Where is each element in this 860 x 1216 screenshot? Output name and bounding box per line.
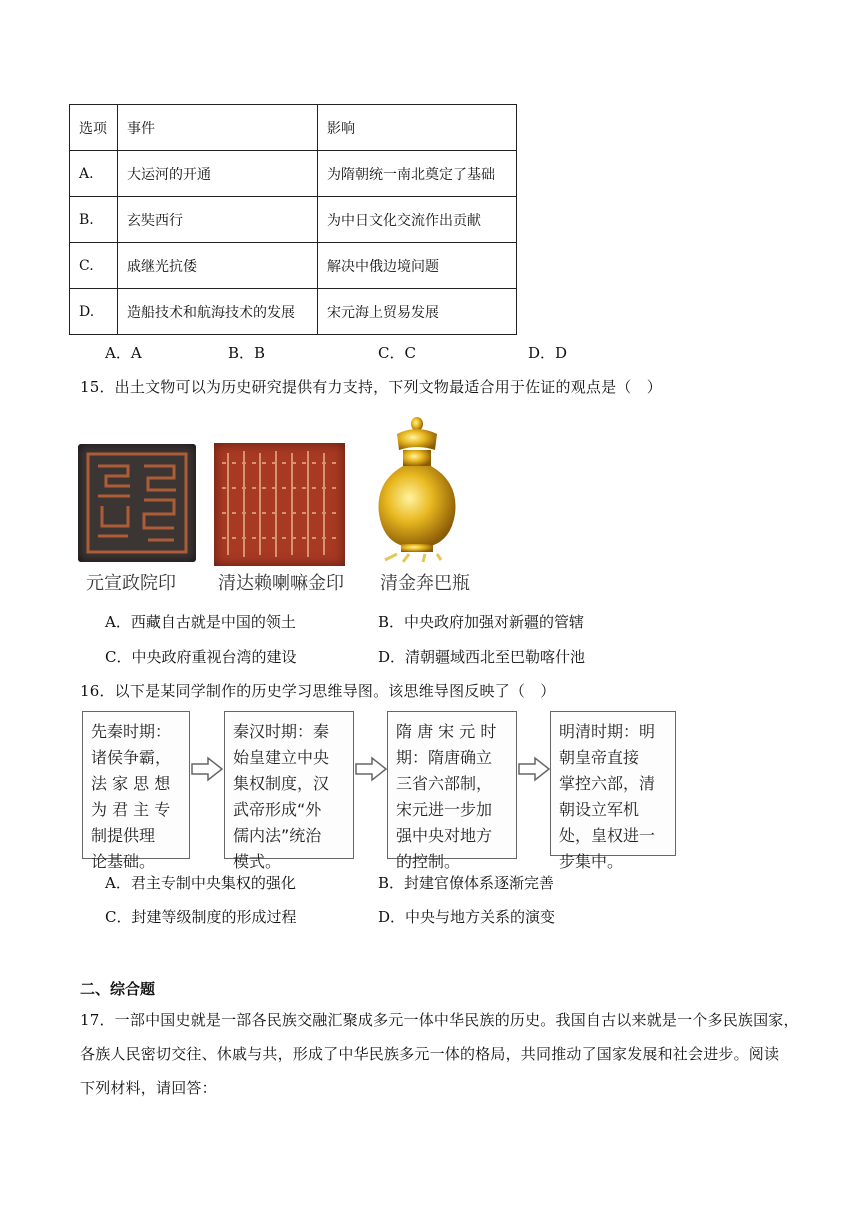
q14-option-b[interactable]: B．B <box>228 344 266 362</box>
q15-option-d[interactable]: D．清朝疆域西北至巴勒喀什池 <box>378 648 586 666</box>
caption-golden-urn: 清金奔巴瓶 <box>380 573 470 594</box>
mindmap-text-line: 儒内法”统治 <box>233 826 322 845</box>
mindmap-text-line: 隋 唐 宋 元 时 <box>396 722 497 741</box>
q17-text-line: 各族人民密切交往、休戚与共，形成了中华民族多元一体的格局，共同推动了国家发展和社会进步。阅读 <box>80 1045 780 1063</box>
mindmap-text-line: 先秦时期： <box>91 722 172 741</box>
mindmap-text-line: 武帝形成“外 <box>233 800 322 819</box>
mindmap-box-qin-han <box>224 711 354 871</box>
mindmap-text-line: 法 家 思 想 <box>91 774 171 793</box>
table-cell: 玄奘西行 <box>118 197 318 243</box>
table-cell: A. <box>70 151 118 197</box>
q14-option-c[interactable]: C．C <box>378 344 416 362</box>
q14-option-d[interactable]: D．D <box>528 344 568 362</box>
mindmap-text-line: 制提供理 <box>91 826 156 845</box>
right-arrow-icon <box>354 756 388 782</box>
table-cell: 宋元海上贸易发展 <box>318 289 517 335</box>
caption-yuan-seal: 元宣政院印 <box>86 573 176 594</box>
table-header-cell: 事件 <box>118 105 318 151</box>
table-cell: 戚继光抗倭 <box>118 243 318 289</box>
mindmap-text-line: 宋元进一步加 <box>396 800 493 819</box>
right-arrow-icon <box>517 756 551 782</box>
mindmap-text-line: 始皇建立中央 <box>233 748 330 767</box>
q14-option-a[interactable]: A．A <box>105 344 142 362</box>
mindmap-text-line: 朝设立军机 <box>559 800 640 819</box>
q17-text-line: 17．一部中国史就是一部各民族交融汇聚成多元一体中华民族的历史。我国自古以来就是一个多民族国家， <box>80 1011 799 1029</box>
caption-dalai-seal: 清达赖喇嘛金印 <box>218 573 344 594</box>
table-header-cell: 影响 <box>318 105 517 151</box>
table-cell: C. <box>70 243 118 289</box>
table-row <box>70 151 517 197</box>
q15-option-b[interactable]: B．中央政府加强对新疆的管辖 <box>378 613 585 631</box>
table-cell: 解决中俄边境问题 <box>318 243 517 289</box>
section-heading: 二、综合题 <box>80 980 156 998</box>
table-cell: 大运河的开通 <box>118 151 318 197</box>
q16-option-a[interactable]: A．君主专制中央集权的强化 <box>105 874 296 892</box>
table-row <box>70 243 517 289</box>
table-cell: B. <box>70 197 118 243</box>
dalai-lama-gold-seal-image <box>214 443 345 566</box>
mindmap-text-line: 强中央对地方 <box>396 826 493 845</box>
mindmap-text-line: 的控制。 <box>396 852 461 871</box>
golden-urn-image <box>363 414 471 566</box>
q15-option-c[interactable]: C．中央政府重视台湾的建设 <box>105 648 297 666</box>
mindmap-text-line: 诸侯争霸， <box>91 748 172 767</box>
mindmap-text-line: 朝皇帝直接 <box>559 748 640 767</box>
mindmap-text-line: 论基础。 <box>91 852 156 871</box>
q16-option-b[interactable]: B．封建官僚体系逐渐完善 <box>378 874 555 892</box>
mindmap-text-line: 期：隋唐确立 <box>396 748 493 767</box>
table-row <box>70 289 517 335</box>
mindmap-text-line: 掌控六部，清 <box>559 774 656 793</box>
mindmap-text-line: 为 君 主 专 <box>91 800 171 819</box>
q15-option-a[interactable]: A．西藏自古就是中国的领土 <box>105 613 296 631</box>
q16-option-c[interactable]: C．封建等级制度的形成过程 <box>105 908 297 926</box>
q16-option-d[interactable]: D．中央与地方关系的演变 <box>378 908 556 926</box>
right-arrow-icon <box>190 756 224 782</box>
mindmap-box-sui-tang <box>387 711 517 871</box>
q17-text-line: 下列材料，请回答： <box>80 1079 217 1097</box>
mindmap-box-pre-qin <box>82 711 190 871</box>
yuan-seal-image <box>78 444 196 562</box>
table-header-row <box>70 105 517 151</box>
table-cell: 为隋朝统一南北奠定了基础 <box>318 151 517 197</box>
table-row <box>70 197 517 243</box>
mindmap-text-line: 步集中。 <box>559 852 624 871</box>
q14-table <box>69 104 517 335</box>
mindmap-text-line: 集权制度，汉 <box>233 774 330 793</box>
table-cell: 为中日文化交流作出贡献 <box>318 197 517 243</box>
mindmap-text-line: 模式。 <box>233 852 282 871</box>
table-header-cell: 选项 <box>70 105 118 151</box>
mindmap-text-line: 处，皇权进一 <box>559 826 656 845</box>
mindmap-text-line: 三省六部制， <box>396 774 493 793</box>
q16-stem: 16．以下是某同学制作的历史学习思维导图。该思维导图反映了（ ） <box>80 682 556 700</box>
table-cell: 造船技术和航海技术的发展 <box>118 289 318 335</box>
table-cell: D. <box>70 289 118 335</box>
mindmap-text-line: 明清时期：明 <box>559 722 656 741</box>
mindmap-box-ming-qing <box>550 711 676 871</box>
mindmap-text-line: 秦汉时期：秦 <box>233 722 330 741</box>
q15-stem: 15．出土文物可以为历史研究提供有力支持，下列文物最适合用于佐证的观点是（ ） <box>80 378 662 396</box>
